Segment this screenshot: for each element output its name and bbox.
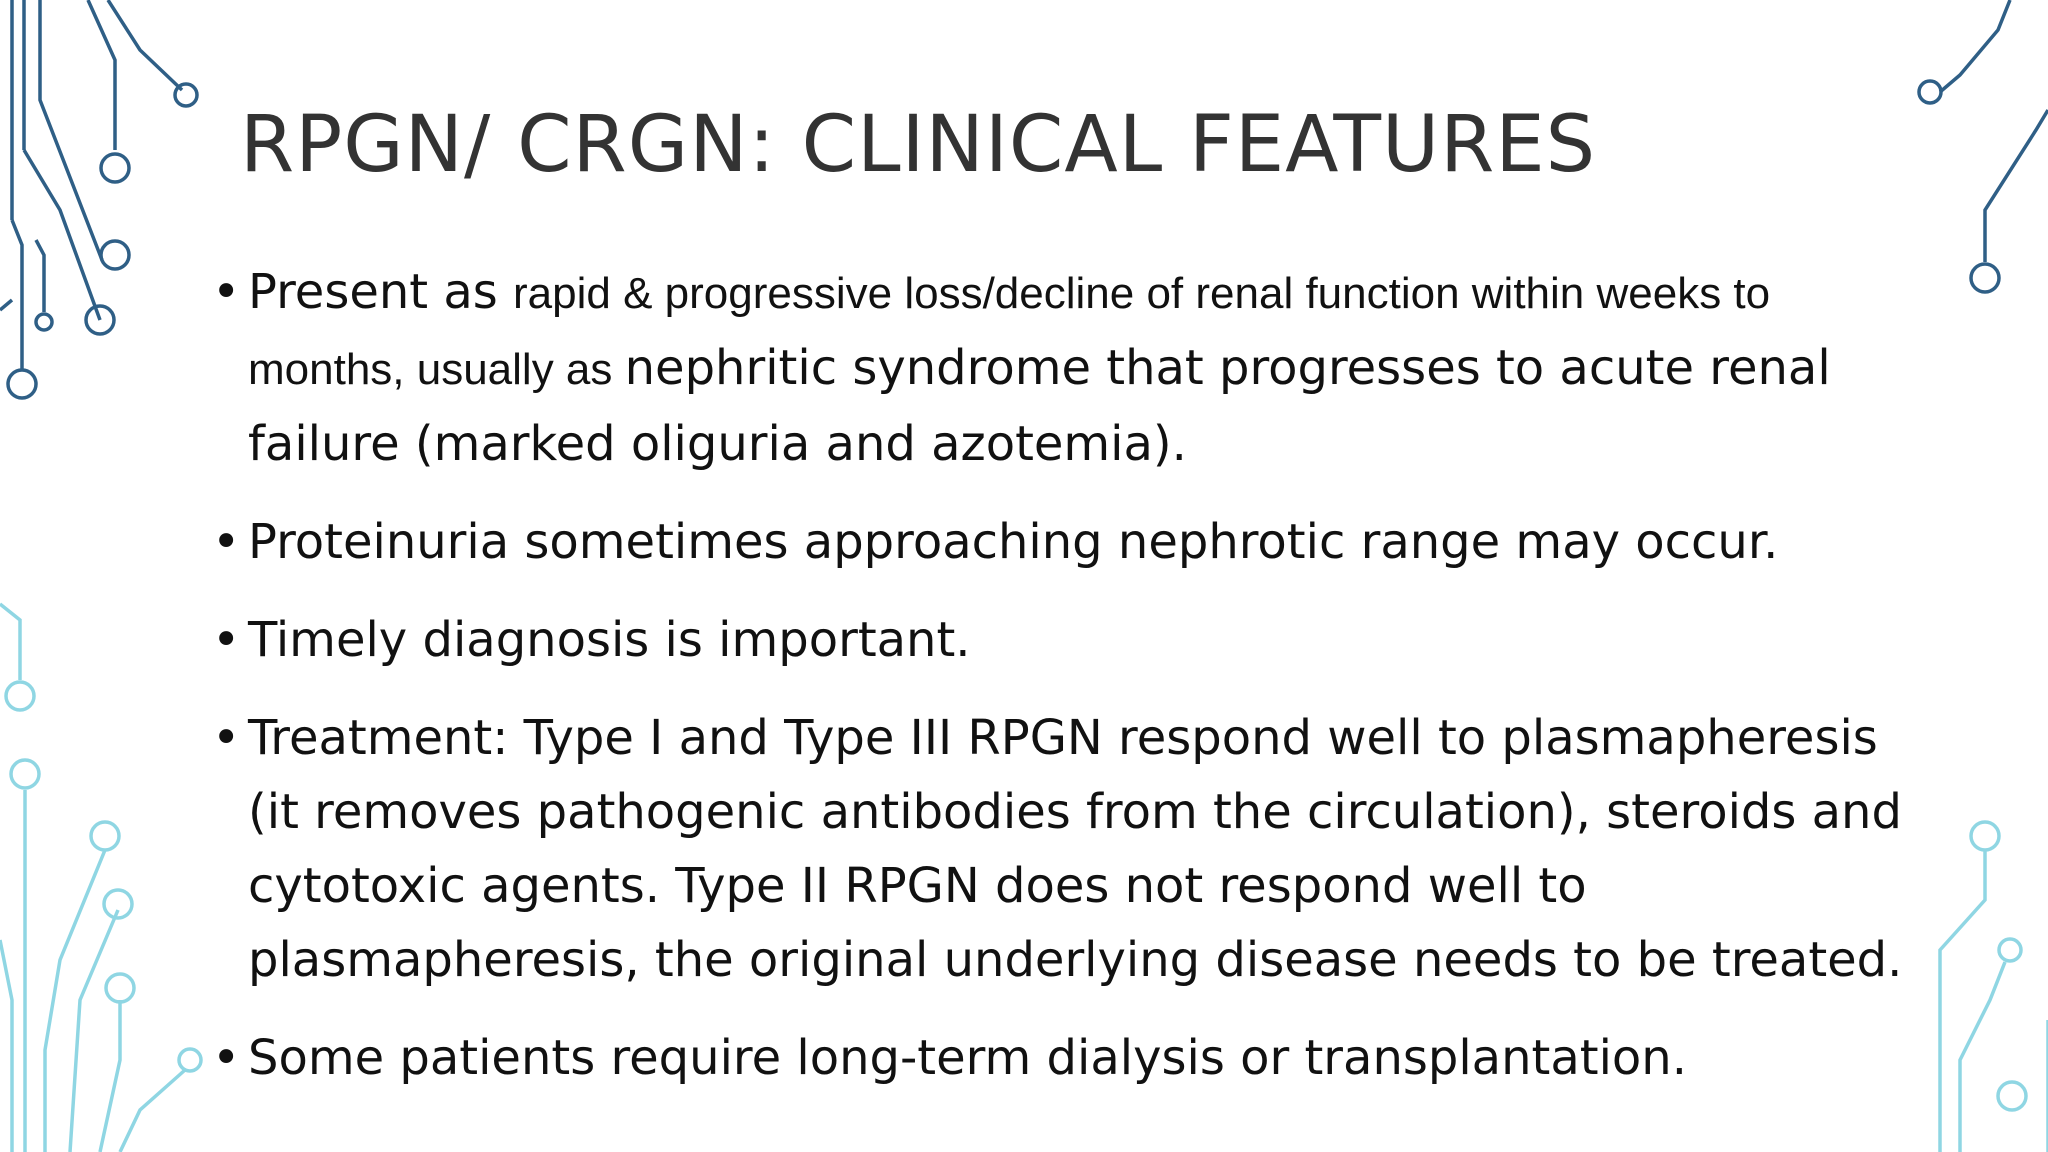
slide-title: RPGN/ CRGN: CLINICAL FEATURES xyxy=(240,100,1597,190)
bullet-lead-text: Present as xyxy=(248,264,514,320)
circuit-top-left-icon xyxy=(0,0,197,398)
bullet-item-treatment: • Treatment: Type I and Type III RPGN respond well to plasmapheresis (it removes pathogenic antibodies from the circulation), steroids and cytotoxic agents. Type II RPGN does not respond well to plasmapheresis, the original underlying disease needs to be treated. xyxy=(212,701,1912,997)
circuit-top-right-icon xyxy=(1919,0,2048,292)
bullet-rest-text: nephritic syndrome that progresses to acute renal failure (marked oliguria and azotemia). xyxy=(248,340,1831,472)
bullet-small-text: rapid & progressive loss/decline of renal function within weeks to months, usually as xyxy=(248,269,1771,394)
bullet-item-dialysis: • Some patients require long-term dialysis or transplantation. xyxy=(212,1021,1912,1095)
bullet-item-proteinuria: • Proteinuria sometimes approaching nephrotic range may occur. xyxy=(212,505,1912,579)
bullet-list xyxy=(212,255,1912,1119)
bullet-item-presentation xyxy=(212,255,1912,481)
bullet-item-diagnosis: • Timely diagnosis is important. xyxy=(212,603,1912,677)
circuit-bottom-right-icon xyxy=(1940,822,2048,1152)
circuit-bottom-left-icon xyxy=(0,604,201,1152)
